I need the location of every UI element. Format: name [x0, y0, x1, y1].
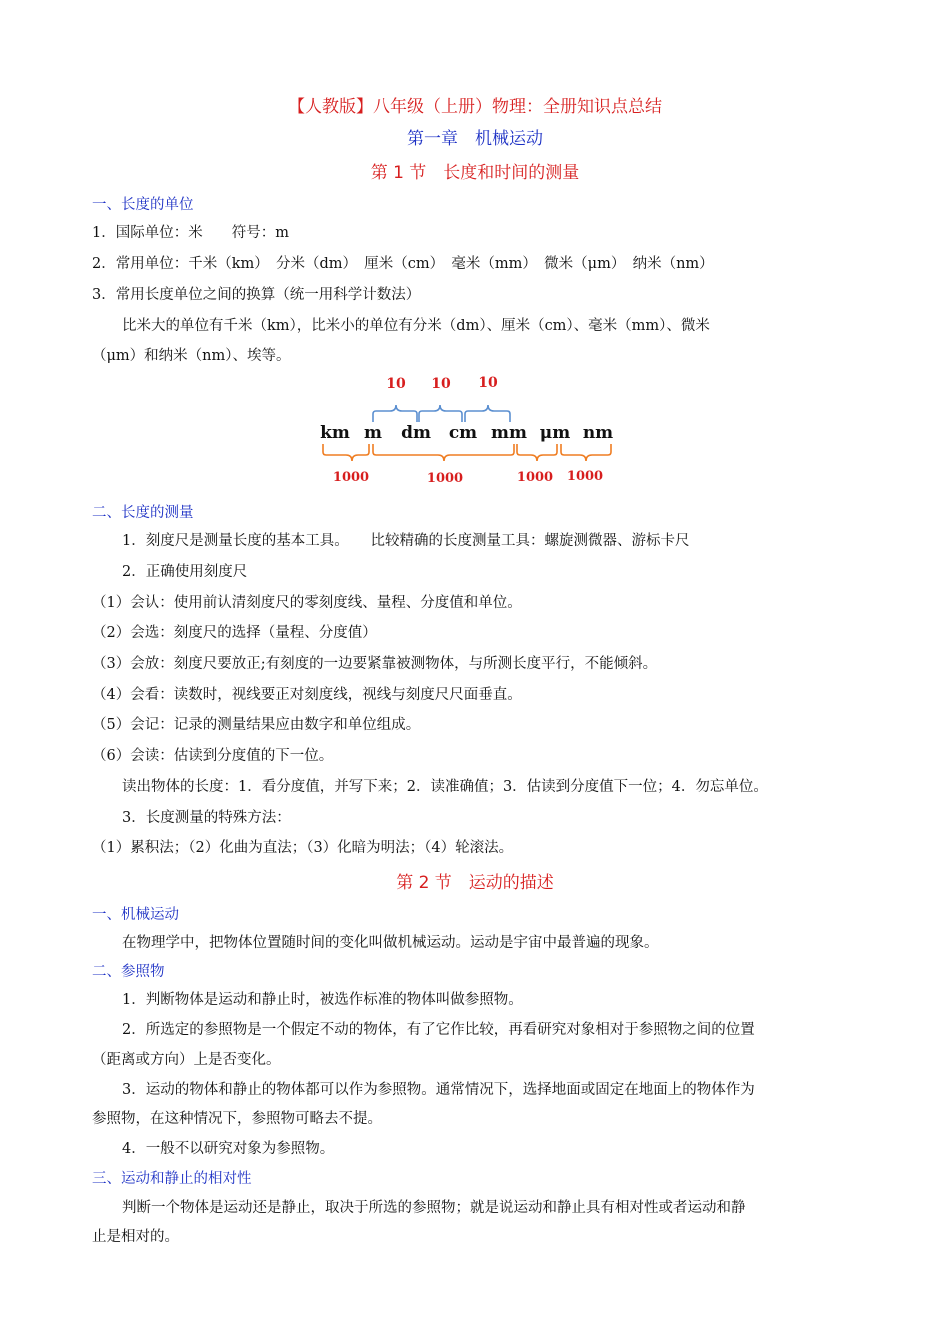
unit-cm: cm [448, 423, 478, 443]
doc-title: 【人教版】八年级（上册）物理：全册知识点总结 [288, 97, 662, 117]
measure-item-3: 3．长度测量的特殊方法： [122, 810, 291, 826]
unit-dm: dm [401, 423, 431, 443]
unit-um: μm [539, 423, 571, 443]
section2-heading-relativity: 三、运动和静止的相对性 [92, 1171, 252, 1187]
bracket-dm-cm [419, 405, 462, 422]
reference-item-3a: 3．运动的物体和静止的物体都可以作为参照物。通常情况下，选择地面或固定在地面上的物体作为 [122, 1082, 755, 1098]
reference-item-2a: 2．所选定的参照物是一个假定不动的物体，有了它作比较，再看研究对象相对于参照物之间的位置 [122, 1022, 755, 1038]
top-label-1: 10 [386, 376, 406, 392]
measure-item-2: 2．正确使用刻度尺 [122, 564, 248, 580]
reference-item-1: 1．判断物体是运动和静止时，被选作标准的物体叫做参照物。 [122, 992, 523, 1008]
chapter-title: 第一章 机械运动 [407, 129, 543, 149]
section2-title: 第 2 节 运动的描述 [396, 873, 554, 893]
section1-title: 第 1 节 长度和时间的测量 [370, 163, 580, 183]
reference-item-2b: （距离或方向）上是否变化。 [92, 1052, 281, 1068]
reference-item-4: 4．一般不以研究对象为参照物。 [122, 1141, 335, 1157]
bottom-label-4: 1000 [566, 469, 604, 484]
relativity-line-1: 判断一个物体是运动还是静止，取决于所选的参照物；就是说运动和静止具有相对性或者运动和静 [122, 1200, 746, 1216]
motion-para: 在物理学中，把物体位置随时间的变化叫做机械运动。运动是宇宙中最普遍的现象。 [122, 935, 659, 951]
bracket-cm-mm [465, 405, 510, 422]
unit-nm: nm [582, 423, 614, 443]
rule-4: （4）会看：读数时，视线要正对刻度线，视线与刻度尺尺面垂直。 [92, 687, 522, 703]
section1-heading-units: 一、长度的单位 [92, 197, 194, 213]
section2-heading-reference: 二、参照物 [92, 964, 165, 980]
rule-6: （6）会读：估读到分度值的下一位。 [92, 748, 334, 764]
unit-mm: mm [491, 423, 527, 443]
rule-3: （3）会放：刻度尺要放正;有刻度的一边要紧靠被测物体，与所测长度平行，不能倾斜。 [92, 656, 658, 672]
reading-steps: 读出物体的长度：1．看分度值，并写下来；2．读准确值；3．估读到分度值下一位；4．勿忘单位。 [122, 779, 768, 795]
section1-heading-measure: 二、长度的测量 [92, 505, 194, 521]
bracket-m-dm [373, 405, 417, 422]
units-item-3: 3．常用长度单位之间的换算（统一用科学计数法） [92, 287, 421, 303]
section2-heading-motion: 一、机械运动 [92, 907, 179, 923]
bracket-um-nm [561, 444, 611, 461]
unit-conversion-diagram [0, 0, 950, 500]
rule-1: （1）会认：使用前认清刻度尺的零刻度线、量程、分度值和单位。 [92, 595, 522, 611]
unit-km: km [320, 423, 350, 443]
units-para-line2: （μm）和纳米（nm）、埃等。 [92, 348, 291, 364]
bracket-m-mm [373, 444, 514, 461]
reference-item-3b: 参照物，在这种情况下，参照物可略去不提。 [92, 1111, 382, 1127]
bracket-km-m [323, 444, 369, 461]
bottom-label-3: 1000 [516, 470, 554, 485]
units-para-line1: 比米大的单位有千米（km），比米小的单位有分米（dm）、厘米（cm）、毫米（mm）、微米 [122, 318, 710, 334]
rule-2: （2）会选：刻度尺的选择（量程、分度值） [92, 625, 377, 641]
bottom-label-1: 1000 [332, 470, 370, 485]
bracket-mm-um [517, 444, 557, 461]
top-label-3: 10 [478, 375, 498, 391]
top-label-2: 10 [431, 376, 451, 392]
relativity-line-2: 止是相对的。 [92, 1229, 179, 1245]
unit-m: m [364, 423, 382, 443]
units-item-1: 1．国际单位：米 符号：m [92, 225, 289, 241]
measure-item-1: 1．刻度尺是测量长度的基本工具。 比较精确的长度测量工具：螺旋测微器、游标卡尺 [122, 533, 690, 549]
bottom-label-2: 1000 [426, 471, 464, 486]
rule-5: （5）会记：记录的测量结果应由数字和单位组成。 [92, 717, 421, 733]
special-methods: （1）累积法；（2）化曲为直法；（3）化暗为明法；（4）轮滚法。 [92, 840, 514, 856]
units-item-2: 2．常用单位：千米（km） 分米（dm） 厘米（cm） 毫米（mm） 微米（μm） 纳米（nm） [92, 256, 714, 272]
